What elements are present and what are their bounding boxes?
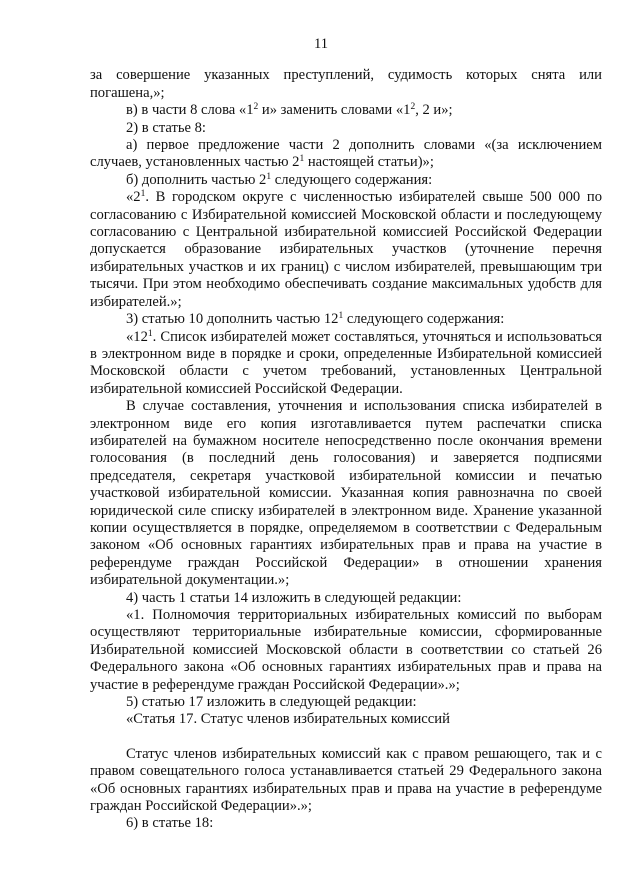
superscript: 1 <box>266 171 272 182</box>
superscript: 1 <box>147 328 153 339</box>
paragraph: 5) статью 17 изложить в следующей редакции: <box>126 694 417 711</box>
paragraph: «$12^1$. Список избирателей может составляться, уточняться и использоваться в электронном виде в порядке и сроки, определенные Избирательной комиссией Московской области с учетом требований, установленных Центральной избирательной комиссией Российской Федерации. <box>90 328 602 397</box>
paragraph: за совершение указанных преступлений, судимость которых снята или погашена,»; <box>90 67 602 101</box>
paragraph: 6) в статье 18: <box>126 815 214 832</box>
paragraph: а) первое предложение части 2 дополнить словами «(за исключением случаев, установленных частью $2^1$ настоящей статьи)»; <box>90 137 602 171</box>
paragraph: в) в части 8 слова «$1^2$ и» заменить словами «$1^2$, 2 и»; <box>126 102 453 119</box>
paragraph: «Статья 17. Статус членов избирательных комиссий <box>126 711 450 728</box>
paragraph: В случае составления, уточнения и использования списка избирателей в электронном виде его копия изготавливается путем распечатки списка избирателей на бумажном носителе непосредственно после окончания времени голосования (в последний день голосования) и заверяется подписями председателя, секретаря участковой избирательной комиссии и печатью участковой избирательной комиссии. Указанная копия равнозначна по своей юридической силе списку избирателей в электронном виде. Хранение указанной копии осуществляется в порядке, определяемом в соответствии с Федеральным законом «Об основных гарантиях избирательных прав и права на участие в референдуме граждан Российской Федерации» в отношении хранения избирательной документации.»; <box>90 398 602 589</box>
blank-line <box>90 729 602 746</box>
paragraph: б) дополнить частью $2^1$ следующего содержания: <box>126 171 433 188</box>
superscript: 2 <box>253 102 259 113</box>
page-number: 11 <box>313 36 329 52</box>
paragraph: «$2^1$. В городском округе с численностью избирателей свыше 500 000 по согласованию с Избирательной комиссией Московской области и последующему согласованию с Центральной избирательной комиссией Российской Федерации допускается образование избирательных участков (уточнение перечня избирательных участков и их границ) с числом избирателей, превышающим три тысячи. При этом необходимо обеспечивать создание максимальных удобств для избирателей.»; <box>90 189 602 310</box>
paragraph: Статус членов избирательных комиссий как с правом решающего, так и с правом совещательного голоса устанавливается статьей 29 Федерального закона «Об основных гарантиях избирательных прав и права на участие в референдуме граждан Российской Федерации».»; <box>90 745 602 815</box>
paragraph: 2) в статье 8: <box>126 119 206 136</box>
document-body <box>90 67 602 832</box>
superscript: 1 <box>299 154 305 165</box>
superscript: 2 <box>410 102 416 113</box>
paragraph: 4) часть 1 статьи 14 изложить в следующей редакции: <box>126 589 462 606</box>
superscript: 1 <box>140 189 146 200</box>
paragraph: «1. Полномочия территориальных избирательных комиссий по выборам осуществляют территориальные избирательные комиссии, сформированные Избирательной комиссией Московской области в соответствии со статьей 26 Федерального закона «Об основных гарантиях избирательных прав и права на участие в референдуме граждан Российской Федерации».»; <box>90 607 602 693</box>
paragraph: 3) статью 10 дополнить частью $12^1$ следующего содержания: <box>126 311 505 328</box>
superscript: 1 <box>338 311 344 322</box>
